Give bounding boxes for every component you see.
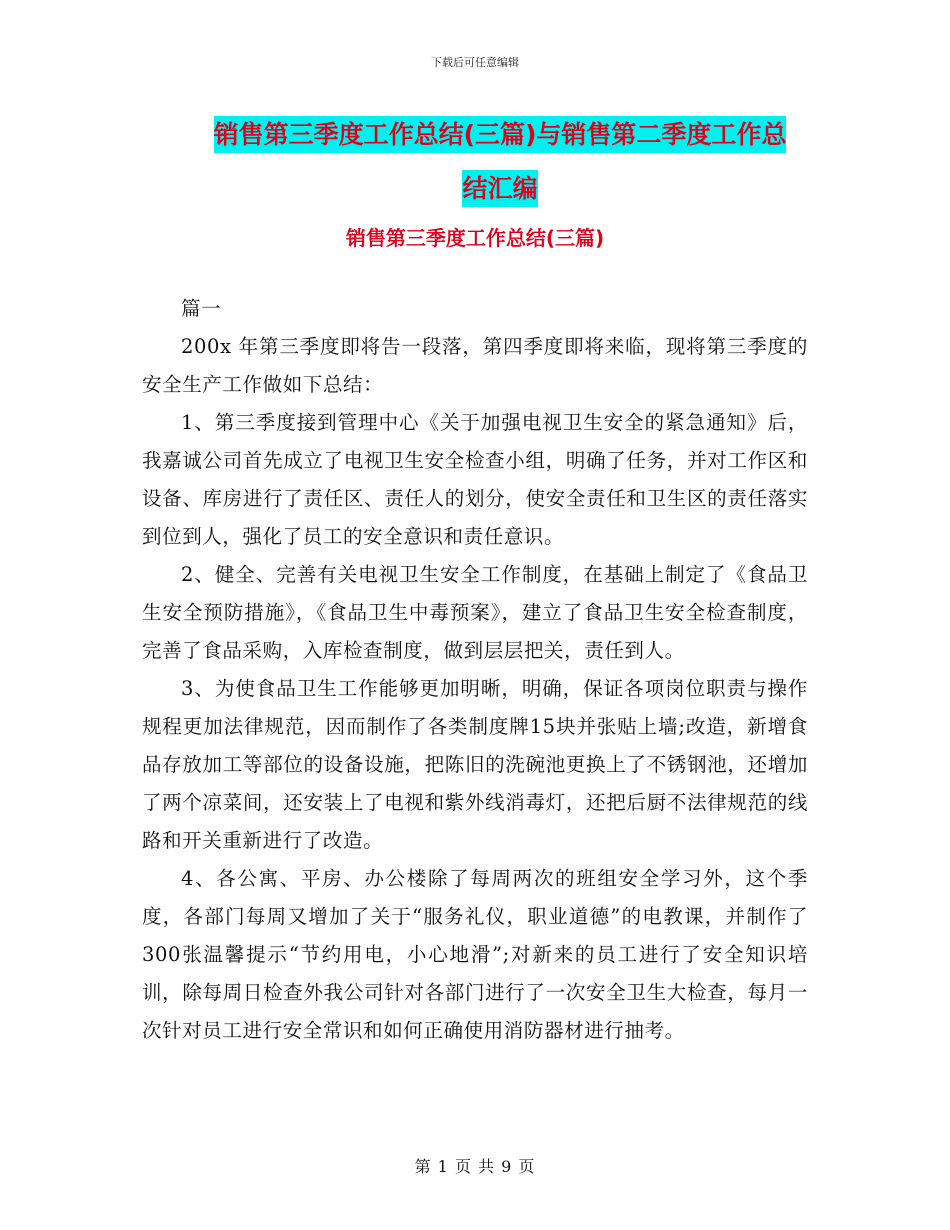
paragraph-item-2: 2、健全、完善有关电视卫生安全工作制度，在基础上制定了《食品卫生安全预防措施》，《食品卫生中毒预案》，建立了食品卫生安全检查制度，完善了食品采购，入库检查制度，做到层层把关，责任到人。 <box>142 563 808 662</box>
paragraph-item-1: 1、第三季度接到管理中心《关于加强电视卫生安全的紧急通知》后，我嘉诚公司首先成立了电视卫生安全检查小组，明确了任务，并对工作区和设备、库房进行了责任区、责任人的划分，使安全责任和卫生区的责任落实到位到人，强化了员工的安全意识和责任意识。 <box>142 411 808 548</box>
document-title <box>150 108 850 216</box>
section-title: 销售第三季度工作总结(三篇) <box>345 226 605 250</box>
paragraph-part-label: 篇一 <box>181 297 222 320</box>
document-body <box>142 290 808 1050</box>
paragraph-intro: 200x 年第三季度即将告一段落，第四季度即将来临，现将第三季度的安全生产工作做如下总结： <box>142 335 808 396</box>
header-note: 下载后可任意编辑 <box>431 56 519 69</box>
paragraph-item-3: 3、为使食品卫生工作能够更加明晰，明确，保证各项岗位职责与操作规程更加法律规范，因而制作了各类制度牌15块并张贴上墙;改造，新增食品存放加工等部位的设备设施，把陈旧的洗碗池更换上了不锈钢池，还增加了两个凉菜间，还安装上了电视和紫外线消毒灯，还把后厨不法律规范的线路和开关重新进行了改造。 <box>142 677 808 852</box>
paragraph-item-4: 4、各公寓、平房、办公楼除了每周两次的班组安全学习外，这个季度，各部门每周又增加了关于“服务礼仪，职业道德”的电教课，并制作了300张温馨提示“节约用电，小心地滑”;对新来的员工进行了安全知识培训，除每周日检查外我公司针对各部门进行了一次安全卫生大检查，每月一次针对员工进行安全常识和如何正确使用消防器材进行抽考。 <box>142 867 808 1042</box>
document-title-line-1: 销售第三季度工作总结(三篇)与销售第二季度工作总 <box>214 116 787 153</box>
document-title-line-2: 结汇编 <box>462 170 537 207</box>
page-number-footer: 第 1 页 共 9 页 <box>414 1157 536 1176</box>
